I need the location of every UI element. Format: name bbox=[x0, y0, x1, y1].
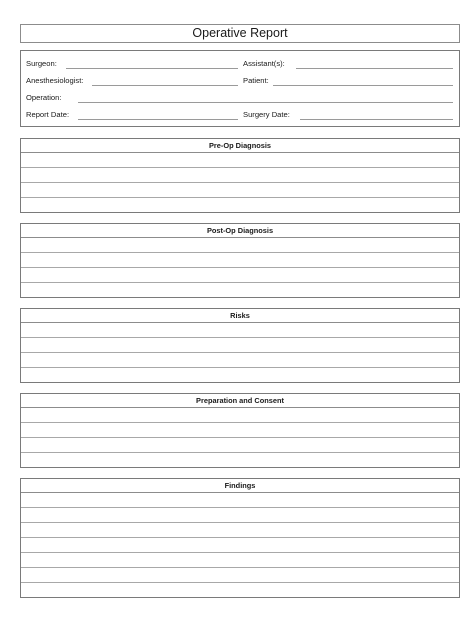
section-lines[interactable] bbox=[21, 238, 459, 297]
operation-field[interactable] bbox=[26, 93, 453, 105]
section-header: Post-Op Diagnosis bbox=[21, 224, 459, 238]
section-lines[interactable] bbox=[21, 323, 459, 382]
patient-label: Patient: bbox=[243, 76, 269, 85]
anesthesiologist-line[interactable] bbox=[92, 85, 238, 86]
patient-field[interactable] bbox=[243, 76, 453, 88]
section-lines[interactable] bbox=[21, 408, 459, 467]
surgeon-label: Surgeon: bbox=[26, 59, 57, 68]
surgery-date-label: Surgery Date: bbox=[243, 110, 290, 119]
page-title: Operative Report bbox=[20, 24, 460, 43]
preparation-and-consent-section bbox=[20, 393, 460, 468]
section-header: Risks bbox=[21, 309, 459, 323]
assistants-field[interactable] bbox=[243, 59, 453, 71]
operation-line[interactable] bbox=[78, 102, 453, 103]
surgeon-field[interactable] bbox=[26, 59, 238, 71]
anesthesiologist-field[interactable] bbox=[26, 76, 238, 88]
pre-op-diagnosis-section bbox=[20, 138, 460, 213]
report-date-line[interactable] bbox=[78, 119, 238, 120]
section-lines[interactable] bbox=[21, 153, 459, 212]
section-header: Preparation and Consent bbox=[21, 394, 459, 408]
report-date-field[interactable] bbox=[26, 110, 238, 122]
assistants-label: Assistant(s): bbox=[243, 59, 285, 68]
header-fields bbox=[20, 50, 460, 127]
surgery-date-line[interactable] bbox=[300, 119, 453, 120]
post-op-diagnosis-section bbox=[20, 223, 460, 298]
report-date-label: Report Date: bbox=[26, 110, 70, 119]
findings-section bbox=[20, 478, 460, 598]
assistants-line[interactable] bbox=[296, 68, 453, 69]
anesthesiologist-label: Anesthesiologist: bbox=[26, 76, 84, 85]
section-header: Pre-Op Diagnosis bbox=[21, 139, 459, 153]
section-lines[interactable] bbox=[21, 493, 459, 597]
operation-label: Operation: bbox=[26, 93, 62, 102]
patient-line[interactable] bbox=[273, 85, 453, 86]
surgeon-line[interactable] bbox=[66, 68, 238, 69]
surgery-date-field[interactable] bbox=[243, 110, 453, 122]
risks-section bbox=[20, 308, 460, 383]
section-header: Findings bbox=[21, 479, 459, 493]
